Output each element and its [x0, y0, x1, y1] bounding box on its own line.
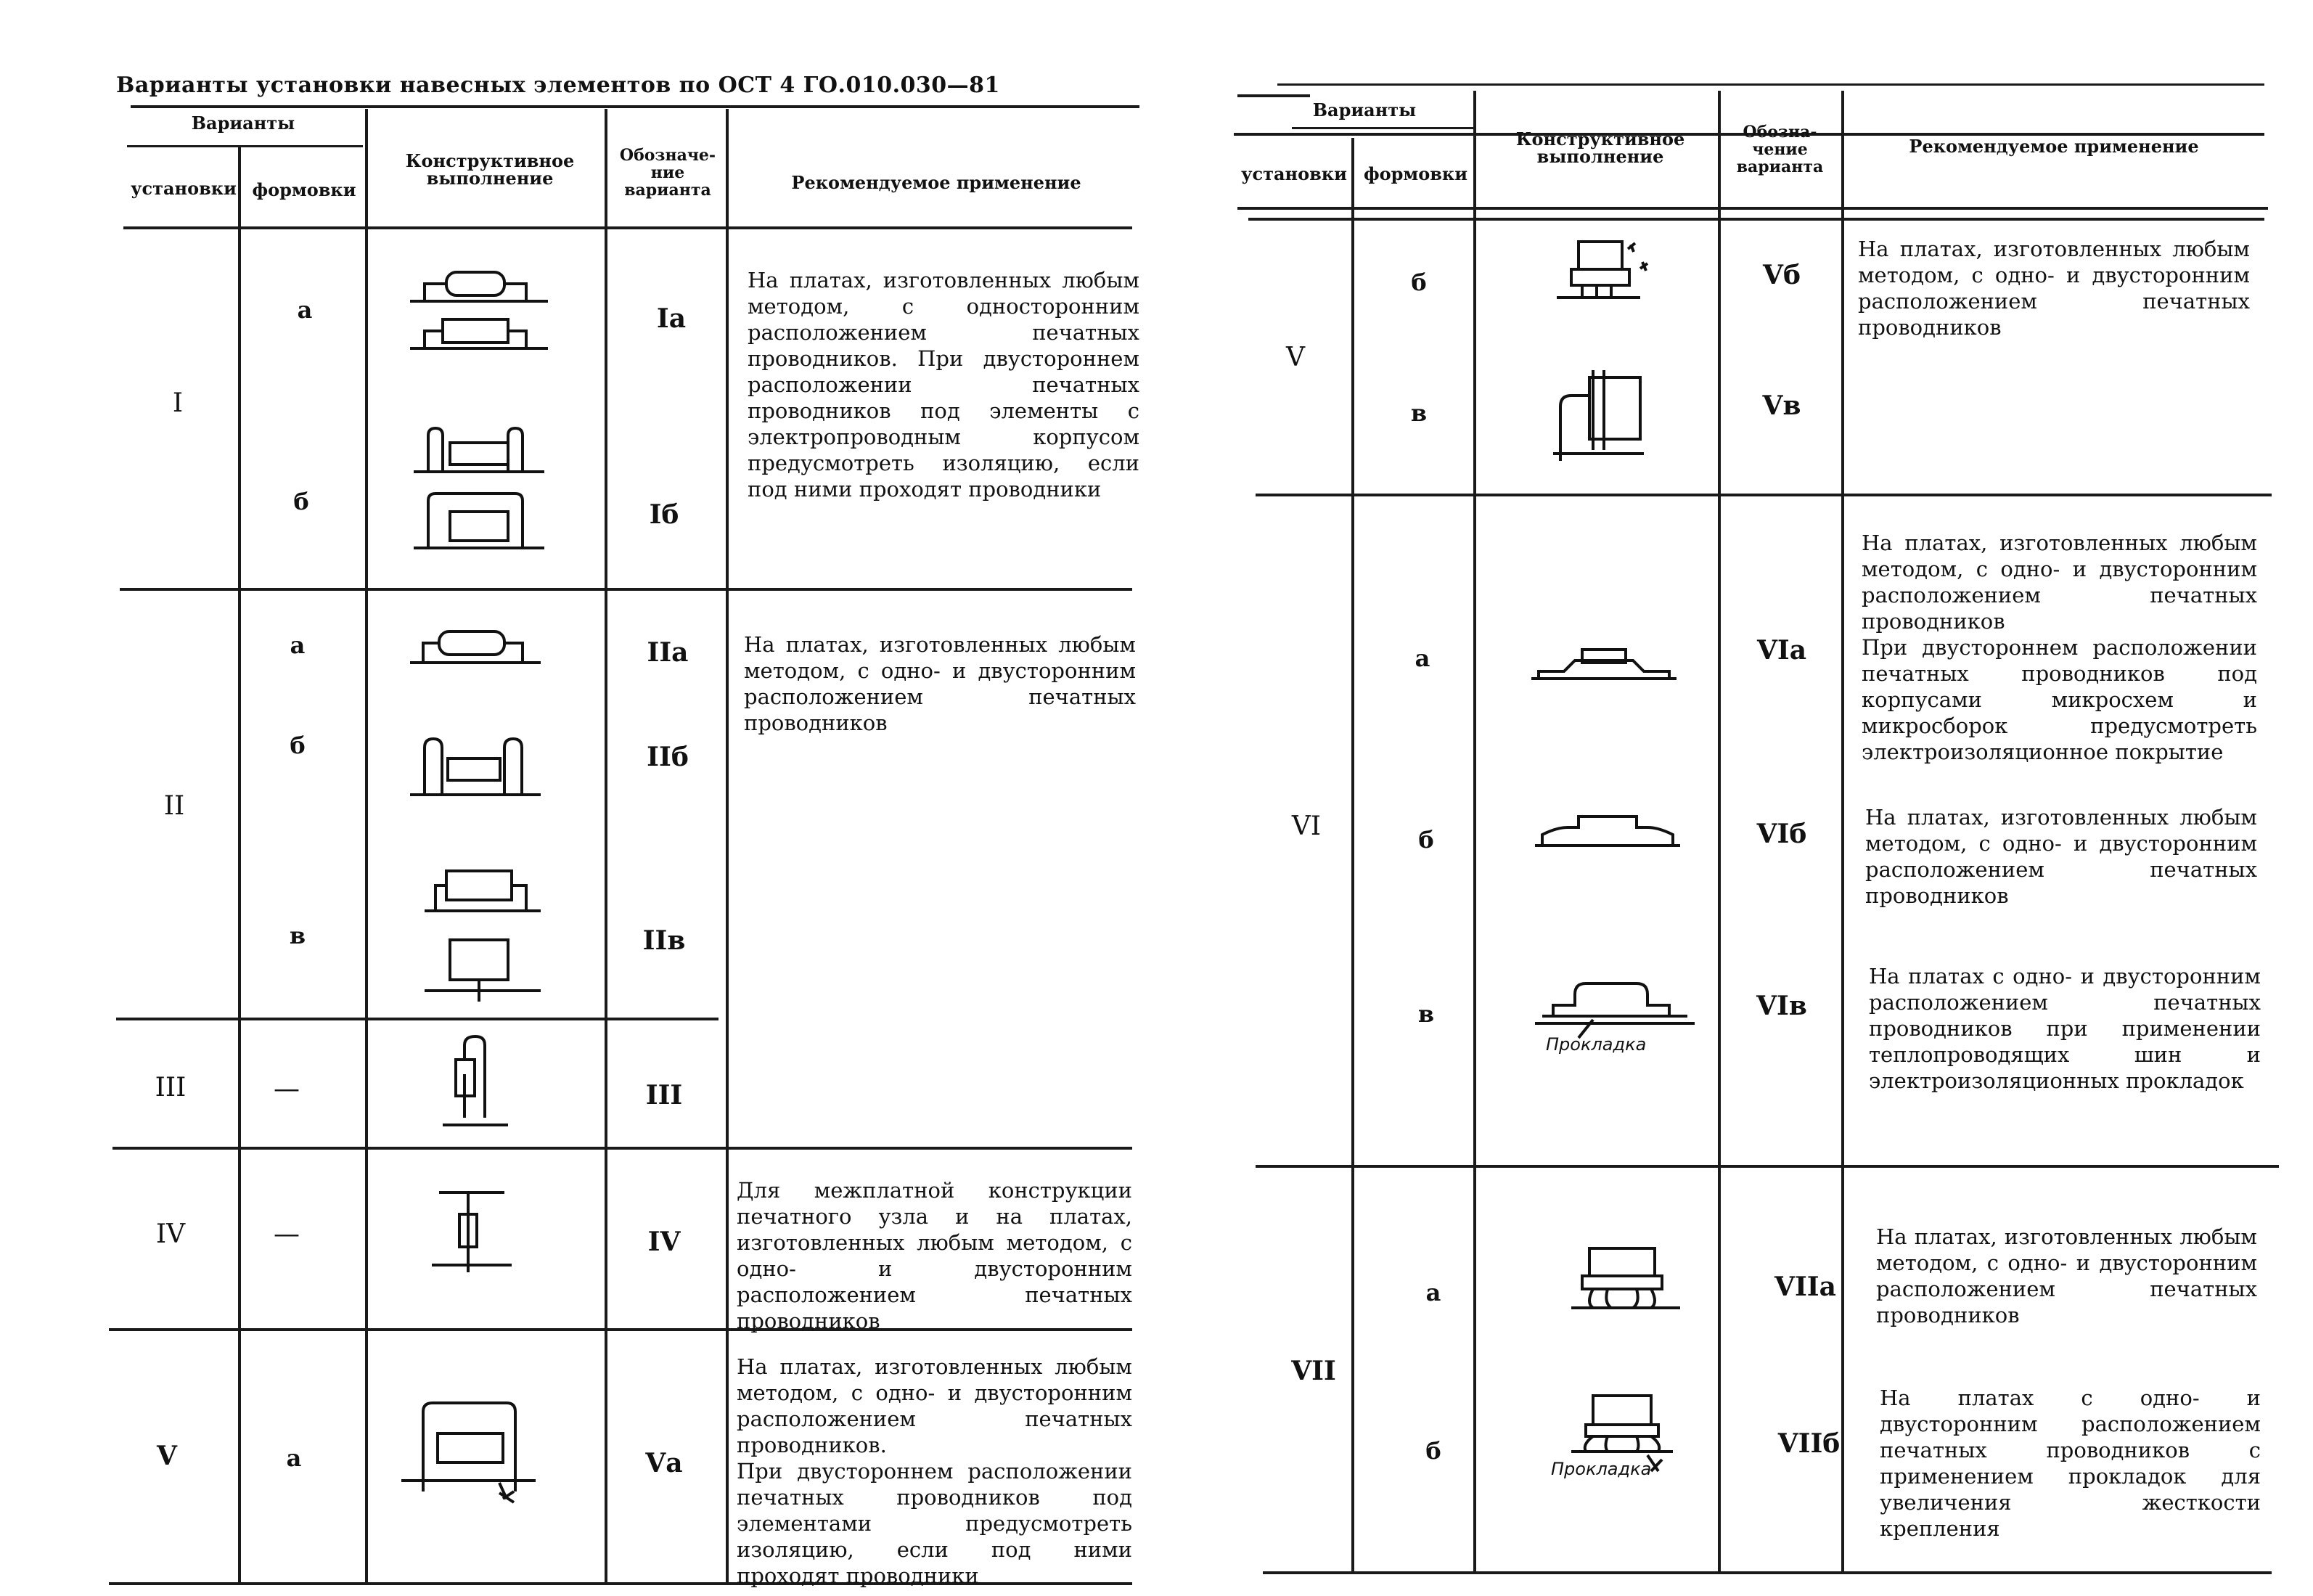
code-cell: VIб: [1756, 819, 1807, 849]
code-cell: VIв: [1756, 991, 1807, 1021]
install-cell: II: [163, 791, 185, 821]
rule: [1351, 138, 1354, 1571]
rule: [120, 588, 1132, 591]
rule: [1248, 218, 2264, 221]
code-cell: Iа: [656, 303, 687, 334]
rule: [131, 105, 1139, 108]
rule: [127, 145, 363, 147]
application-text: На платах с одно- и двусторонним расположением печатных проводников при применении теплопроводящих шин и электроизоляционных прокладок: [1869, 964, 2261, 1093]
header-designation: Обозна- чение варианта: [1736, 123, 1824, 176]
rule: [605, 109, 607, 1582]
code-cell: IIб: [647, 742, 689, 772]
component-drawing: [1549, 367, 1651, 475]
rule: [238, 145, 241, 1582]
application-text: На платах с одно- и двусторонним расположением печатных проводников с применением прокладок для увеличения жесткости крепления: [1880, 1386, 2261, 1541]
form-cell: б: [1411, 269, 1427, 296]
application-text: Для межплатной конструкции печатного узла и на платах, изготовленных любым методом, с одно- и двусторонним расположением печатных проводников: [737, 1178, 1132, 1333]
rule: [365, 109, 368, 1582]
form-cell: в: [289, 922, 306, 949]
rule: [1256, 1165, 2279, 1168]
component-drawing: [425, 1182, 519, 1283]
component-drawing: [1528, 798, 1687, 856]
form-cell: б: [1425, 1437, 1441, 1465]
header-forming: формовки: [1363, 163, 1468, 184]
rule: [112, 1147, 1132, 1150]
application-text: На платах, изготовленных любым методом, с односторонним расположением печатных проводников. При двустороннем расположении печатных проводников под элементы с электропроводным корпусом предусмотреть изоляцию, если под ними проходят проводники: [748, 268, 1139, 502]
code-cell: III: [645, 1080, 683, 1110]
application-text-line: При двустороннем расположении печатных проводников под корпусами микросхем и микросборок предусмотреть электроизоляционное покрытие: [1862, 635, 2257, 764]
component-drawing: [1524, 639, 1684, 689]
component-drawing: [1549, 236, 1658, 308]
header-design: Конструктивное выполнение: [405, 150, 575, 189]
install-cell: IV: [155, 1219, 186, 1249]
form-cell: в: [1410, 399, 1428, 427]
code-cell: VIа: [1756, 635, 1807, 666]
application-text: [1862, 530, 2257, 765]
component-drawing: [403, 265, 562, 359]
code-cell: IV: [647, 1227, 681, 1257]
component-drawing: [1564, 1241, 1687, 1321]
header-variants: Варианты: [1312, 99, 1417, 120]
rule: [123, 226, 1132, 229]
application-text: На платах, изготовленных любым методом, с одно- и двусторонним расположением печатных проводников: [1858, 237, 2250, 340]
application-text: На платах, изготовленных любым методом, с одно- и двусторонним расположением печатных проводников: [1876, 1224, 2257, 1327]
application-text: [737, 1354, 1132, 1589]
header-designation: Обозначе- ние варианта: [619, 146, 716, 200]
install-cell: V: [1286, 343, 1305, 372]
code-cell: Iб: [649, 499, 679, 530]
component-drawing: [406, 421, 552, 559]
application-text-line: При двустороннем расположении печатных проводников под элементами предусмотреть изоляцию, если под ними проходят проводники: [737, 1459, 1132, 1588]
code-cell: IIв: [642, 925, 686, 956]
header-forming: формовки: [252, 179, 356, 200]
gasket-label: Прокладка: [1551, 1459, 1652, 1479]
form-cell: б: [293, 488, 309, 515]
application-text-line: На платах, изготовленных любым методом, с одно- и двусторонним расположением печатных проводников.: [737, 1354, 1132, 1457]
rule: [1473, 91, 1476, 1571]
header-variants: Варианты: [191, 112, 295, 134]
rule: [1841, 91, 1844, 1571]
rule: [1237, 94, 1310, 97]
component-drawing: [1528, 976, 1702, 1056]
install-cell: III: [155, 1073, 187, 1102]
application-text-line: На платах, изготовленных любым методом, с одно- и двусторонним расположением печатных проводников: [1862, 531, 2257, 634]
form-cell: в: [1417, 1000, 1435, 1028]
component-drawing: [398, 1390, 543, 1513]
form-cell: а: [297, 296, 313, 324]
gasket-label: Прокладка: [1546, 1034, 1647, 1055]
form-cell: б: [1418, 826, 1434, 854]
code-cell: Vв: [1762, 390, 1801, 421]
header-application: Рекомендуемое применение: [791, 172, 1081, 193]
header-installation: установки: [1241, 163, 1347, 184]
form-cell: а: [290, 631, 306, 659]
rule: [726, 109, 729, 1582]
application-text: На платах, изготовленных любым методом, с одно- и двусторонним расположением печатных проводников: [744, 632, 1136, 735]
rule: [1256, 494, 2272, 496]
install-cell: V: [157, 1441, 177, 1471]
form-cell: а: [1425, 1279, 1441, 1306]
component-drawing: [403, 733, 548, 806]
form-cell: —: [274, 1219, 300, 1249]
rule: [1292, 127, 1473, 129]
header-application: Рекомендуемое применение: [1909, 136, 2199, 157]
rule: [116, 1018, 719, 1020]
page-title: Варианты установки навесных элементов по ОСТ 4 ГО.010.030—81: [116, 73, 1000, 98]
code-cell: Vб: [1763, 260, 1801, 290]
code-cell: IIа: [647, 637, 689, 668]
code-cell: VIIб: [1777, 1428, 1841, 1459]
form-cell: а: [1415, 644, 1430, 672]
header-installation: установки: [131, 178, 237, 199]
rule: [1277, 83, 2264, 86]
install-cell: VI: [1291, 811, 1322, 841]
rule: [1237, 207, 2268, 210]
component-drawing: [435, 1031, 523, 1139]
form-cell: а: [286, 1444, 302, 1472]
component-drawing: [1542, 1390, 1702, 1484]
code-cell: Vа: [645, 1448, 683, 1478]
rule: [1263, 1571, 2272, 1574]
form-cell: б: [290, 732, 306, 759]
component-drawing: [417, 860, 548, 1005]
code-cell: VIIа: [1774, 1272, 1836, 1302]
install-cell: VII: [1291, 1356, 1336, 1386]
header-design: Конструктивное выполнение: [1515, 128, 1685, 167]
rule: [1718, 91, 1721, 1571]
install-cell: I: [172, 388, 184, 418]
component-drawing: [403, 623, 548, 674]
application-text: На платах, изготовленных любым методом, с одно- и двусторонним расположением печатных проводников: [1865, 805, 2257, 908]
form-cell: —: [274, 1074, 300, 1104]
